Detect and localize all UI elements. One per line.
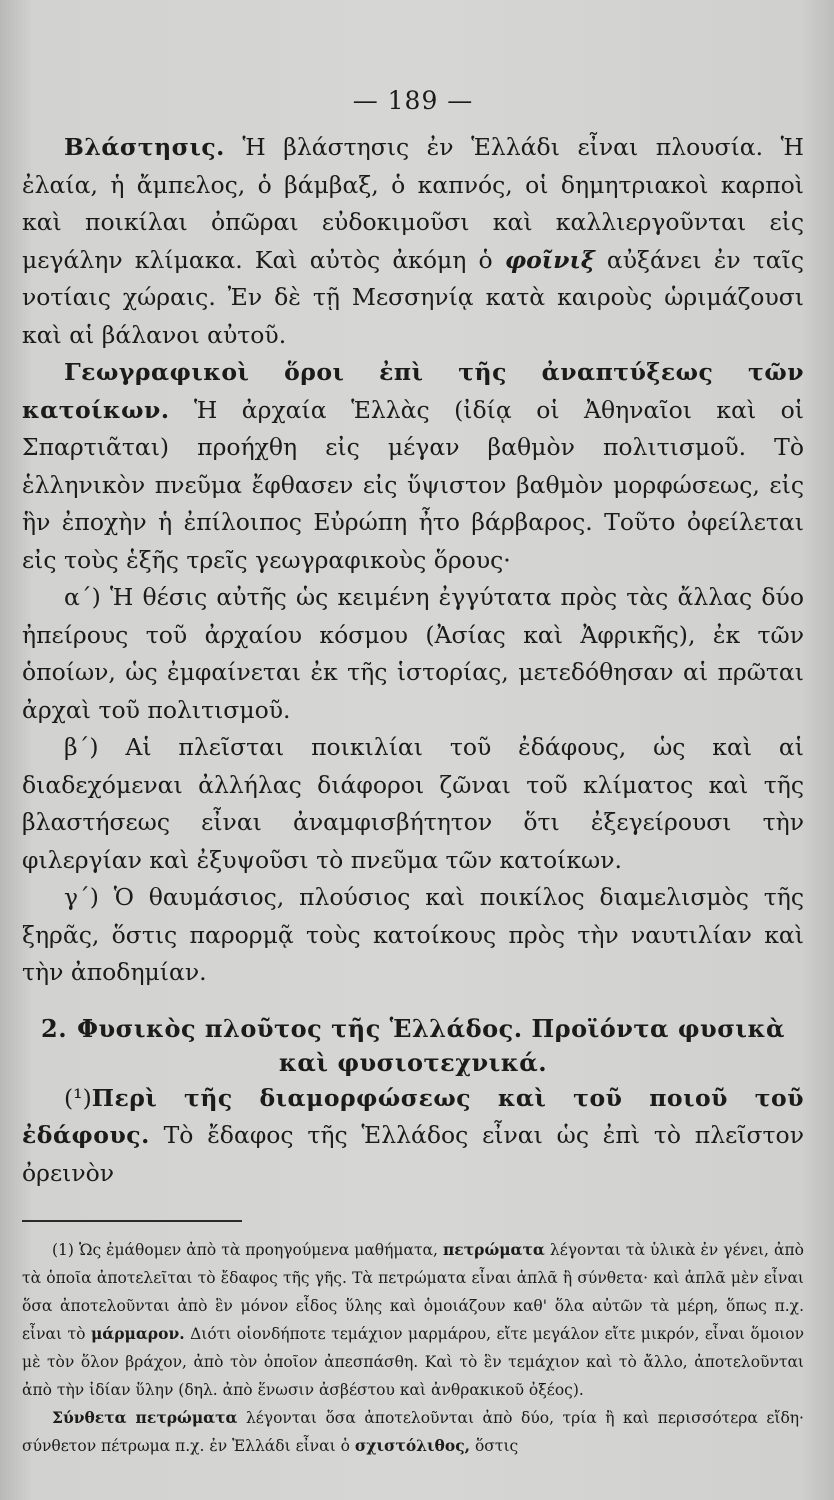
list-item-alpha: α΄) Ἡ θέσις αὐτῆς ὡς κειμένη ἐγγύτατα πρὸς τὰς ἄλλας δύο ἠπείρους τοῦ ἀρχαίου κόσμου (Ἀσίας καὶ Ἀφρικῆς), ἐκ τῶν ὁποίων, ὡς ἐμφαίνεται ἐκ τῆς ἱστορίας, μετεδόθησαν αἱ πρῶται ἀρχαὶ τοῦ πολιτισμοῦ.: [22, 583, 804, 724]
section-title: [22, 1012, 804, 1080]
footnote-1-text-b: λέγονται τὰ ὑλικὰ ἐν γένει, ἀπὸ τὰ ὁποῖα ἀποτελεῖται τὸ ἔδαφος τῆς γῆς. Τὰ πετρώματα εἶναι ἁπλᾶ ἢ σύνθετα· καὶ ἁπλᾶ μὲν εἶναι ὅσα ἀποτελοῦνται ἀπὸ ἓν μόνον εἶδος ὕλης καὶ ὁμοιάζουν καθ' ὅλα αὐτῶν τὰ μέρη, ὅπως π.χ. εἶναι τὸ: [22, 1241, 804, 1343]
page-number: — 189 —: [352, 86, 474, 115]
list-item-beta: β΄) Αἱ πλεῖσται ποικιλίαι τοῦ ἐδάφους, ὡς καὶ αἱ διαδεχόμεναι ἀλλήλας διάφοροι ζῶναι τοῦ κλίματος καὶ τῆς βλαστήσεως εἶναι ἀναμφισβήτητον ὅτι ἐξεγείρουσι τὴν φιλεργίαν καὶ ἐξυψοῦσι τὸ πνεῦμα τῶν κατοίκων.: [22, 733, 804, 874]
emphasis-phoenix: φοῖνιξ: [504, 245, 595, 274]
list-item-gamma: γ΄) Ὁ θαυμάσιος, πλούσιος καὶ ποικίλος διαμελισμὸς τῆς ξηρᾶς, ὅστις παρορμᾷ τοὺς κατοίκους πρὸς τὴν ναυτιλίαν καὶ τὴν ἀποδημίαν.: [22, 883, 804, 986]
footnote-2-text-b: ὅστις: [470, 1437, 519, 1455]
footnote-1-text-c: Διότι οἱονδήποτε τεμάχιον μαρμάρου, εἴτε μεγάλον εἴτε μικρόν, εἶναι ὅμοιον μὲ τὸν ὅλον βράχον, ἀπὸ τὸν ὁποῖον ἀπεσπάσθη. Καὶ τὸ ἓν τεμάχιον καὶ τὸ ἄλλο, ἀποτελοῦνται ἀπὸ τὴν ἰδίαν ὕλην (δηλ. ἀπὸ ἕνωσιν ἀσβέστου καὶ ἀνθρακικοῦ ὀξέος).: [22, 1325, 804, 1399]
footnote-2: [22, 1404, 804, 1460]
paragraph-geographic-terms: [22, 354, 804, 579]
footnote-2-term-schist: σχιστόλιθος,: [354, 1436, 471, 1455]
text-vegetation-b: αὐξάνει ἐν ταῖς νοτίαις χώραις. Ἐν δὲ τῇ Μεσσηνίᾳ κατὰ καιροὺς ὡριμάζουσι καὶ αἱ βάλανοι αὐτοῦ.: [22, 245, 805, 349]
heading-geographic-terms: Γεωγραφικοὶ ὅροι ἐπὶ τῆς ἀναπτύξεως τῶν κατοίκων.: [22, 358, 804, 424]
heading-soil: Περὶ τῆς διαμορφώσεως καὶ τοῦ ποιοῦ τοῦ ἐδάφους.: [22, 1083, 804, 1149]
footnotes: [22, 1236, 804, 1460]
footnote-1-term-marmaron: μάρμαρον.: [90, 1324, 185, 1343]
text-soil: Τὸ ἔδαφος τῆς Ἑλλάδος εἶναι ὡς ἐπὶ τὸ πλεῖστον ὀρεινὸν: [22, 1121, 804, 1187]
paragraph-vegetation: [22, 129, 804, 354]
section-title-text: Φυσικὸς πλοῦτος τῆς Ἑλλάδος. Προϊόντα φυσικὰ καὶ φυσιοτεχνικά.: [77, 1013, 785, 1077]
footnote-2-text-a: λέγονται ὅσα ἀποτελοῦνται ἀπὸ δύο, τρία ἢ καὶ περισσότερα εἴδη· σύνθετον πέτρωμα π.χ. ἐν Ἑλλάδι εἶναι ὁ: [22, 1409, 804, 1455]
footnote-marker: (¹): [64, 1083, 92, 1112]
footnote-divider: [22, 1220, 242, 1222]
footnote-1: [22, 1236, 804, 1404]
heading-vegetation: Βλάστησις.: [64, 133, 225, 161]
text-geographic-terms: Ἡ ἀρχαία Ἑλλὰς (ἰδίᾳ οἱ Ἀθηναῖοι καὶ οἱ Σπαρτιᾶται) προήχθη εἰς μέγαν βαθμὸν πολιτισμοῦ. Τὸ ἑλληνικὸν πνεῦμα ἔφθασεν εἰς ὕψιστον βαθμὸν μορφώσεως, εἰς ἣν ἐποχὴν ἡ ἐπίλοιπος Εὐρώπη ἦτο βάρβαρος. Τοῦτο ὀφείλεται εἰς τοὺς ἑξῆς τρεῖς γεωγραφικοὺς ὅρους·: [22, 395, 804, 574]
footnote-2-term-composite: Σύνθετα πετρώματα: [52, 1408, 238, 1427]
paragraph-soil: [22, 1080, 804, 1193]
text-vegetation-a: Ἡ βλάστησις ἐν Ἑλλάδι εἶναι πλουσία. Ἡ ἐλαία, ἡ ἄμπελος, ὁ βάμβαξ, ὁ καπνός, οἱ δημητριακοὶ καρποὶ καὶ ποικίλαι ὀπῶραι εὐδοκιμοῦσι καὶ καλλιεργοῦνται εἰς μεγάλην κλίμακα. Καὶ αὐτὸς ἀκόμη ὁ: [22, 133, 804, 274]
footnote-1-term-petromata: πετρώματα: [442, 1240, 545, 1259]
section-number: 2.: [41, 1013, 68, 1043]
main-text: [22, 129, 804, 1192]
footnote-1-text-a: (1) Ὡς ἐμάθομεν ἀπὸ τὰ προηγούμενα μαθήματα,: [52, 1241, 443, 1259]
